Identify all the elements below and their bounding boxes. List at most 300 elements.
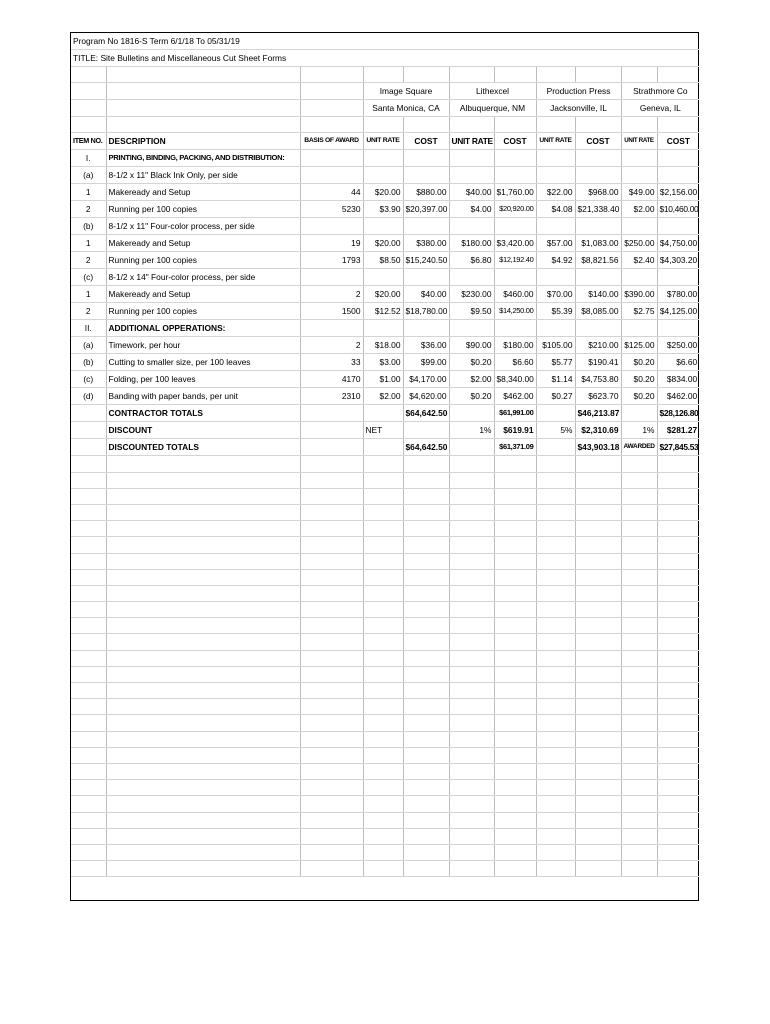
vendor-location-row bbox=[71, 100, 699, 117]
cost: $21,338.40 bbox=[575, 201, 621, 218]
empty-cell bbox=[494, 537, 536, 553]
empty-cell bbox=[71, 634, 106, 650]
empty-cell bbox=[449, 666, 494, 682]
description: Makeready and Setup bbox=[106, 286, 300, 303]
empty-row bbox=[71, 553, 699, 569]
cost: $14,250.00 bbox=[494, 303, 536, 320]
empty-cell bbox=[657, 585, 699, 601]
empty-cell bbox=[657, 747, 699, 763]
basis-of-award bbox=[300, 150, 363, 167]
total-cost: $46,213.87 bbox=[575, 405, 621, 422]
empty-row bbox=[71, 521, 699, 537]
unit-rate: $180.00 bbox=[449, 235, 494, 252]
empty-cell bbox=[71, 618, 106, 634]
empty-cell bbox=[494, 618, 536, 634]
empty-cell bbox=[575, 504, 621, 520]
empty-cell bbox=[300, 537, 363, 553]
empty-cell bbox=[657, 602, 699, 618]
empty-cell bbox=[494, 504, 536, 520]
empty-cell bbox=[363, 699, 403, 715]
item-no: (a) bbox=[71, 337, 106, 354]
cost bbox=[403, 269, 449, 286]
vendor-location: Jacksonville, IL bbox=[536, 100, 621, 117]
empty-cell bbox=[363, 861, 403, 877]
cost-header: COST bbox=[657, 133, 699, 150]
empty-cell bbox=[363, 504, 403, 520]
empty-cell bbox=[575, 553, 621, 569]
unit-rate bbox=[449, 167, 494, 184]
empty-cell bbox=[106, 537, 300, 553]
empty-cell bbox=[300, 666, 363, 682]
item-no: I. bbox=[71, 150, 106, 167]
unit-rate: $2.40 bbox=[621, 252, 657, 269]
empty-cell bbox=[106, 569, 300, 585]
cost: $380.00 bbox=[403, 235, 449, 252]
empty-cell bbox=[494, 456, 536, 472]
table-row bbox=[71, 150, 699, 167]
totals-label: CONTRACTOR TOTALS bbox=[106, 405, 300, 422]
table-row bbox=[71, 235, 699, 252]
empty-cell bbox=[403, 67, 449, 83]
empty-cell bbox=[657, 537, 699, 553]
empty-cell bbox=[575, 763, 621, 779]
empty-cell bbox=[300, 553, 363, 569]
unit-rate: $22.00 bbox=[536, 184, 575, 201]
empty-cell bbox=[363, 488, 403, 504]
empty-cell bbox=[106, 602, 300, 618]
cost: $180.00 bbox=[494, 337, 536, 354]
total-cost: $619.91 bbox=[494, 422, 536, 439]
empty-row bbox=[71, 472, 699, 488]
unit-rate bbox=[536, 167, 575, 184]
empty-row bbox=[71, 763, 699, 779]
empty-cell bbox=[71, 504, 106, 520]
description: Makeready and Setup bbox=[106, 184, 300, 201]
empty-cell bbox=[363, 117, 403, 133]
cost bbox=[657, 218, 699, 235]
cost bbox=[403, 218, 449, 235]
cost: $40.00 bbox=[403, 286, 449, 303]
empty-row bbox=[71, 796, 699, 812]
description: Running per 100 copies bbox=[106, 252, 300, 269]
empty-cell bbox=[621, 67, 657, 83]
empty-cell bbox=[403, 488, 449, 504]
unit-rate: $230.00 bbox=[449, 286, 494, 303]
item-no: (a) bbox=[71, 167, 106, 184]
empty-cell bbox=[536, 812, 575, 828]
empty-cell bbox=[71, 422, 106, 439]
empty-cell bbox=[575, 666, 621, 682]
empty-cell bbox=[621, 650, 657, 666]
total-note bbox=[363, 439, 403, 456]
empty-cell bbox=[575, 634, 621, 650]
empty-cell bbox=[621, 537, 657, 553]
unit-rate: $2.00 bbox=[449, 371, 494, 388]
empty-cell bbox=[621, 472, 657, 488]
empty-cell bbox=[494, 699, 536, 715]
cost: $623.70 bbox=[575, 388, 621, 405]
total-note: 1% bbox=[621, 422, 657, 439]
empty-cell bbox=[575, 731, 621, 747]
vendor-location: Santa Monica, CA bbox=[363, 100, 449, 117]
empty-cell bbox=[449, 537, 494, 553]
empty-cell bbox=[494, 521, 536, 537]
empty-cell bbox=[449, 812, 494, 828]
empty-cell bbox=[575, 569, 621, 585]
item-no: 1 bbox=[71, 286, 106, 303]
empty-cell bbox=[106, 861, 300, 877]
discount-row bbox=[71, 422, 699, 439]
empty-cell bbox=[536, 602, 575, 618]
empty-cell bbox=[300, 731, 363, 747]
unit-rate: $8.50 bbox=[363, 252, 403, 269]
column-header-row bbox=[71, 133, 699, 150]
empty-cell bbox=[106, 747, 300, 763]
empty-cell bbox=[106, 715, 300, 731]
empty-cell bbox=[449, 747, 494, 763]
table-row bbox=[71, 201, 699, 218]
program-row bbox=[71, 33, 699, 50]
empty-cell bbox=[449, 731, 494, 747]
empty-cell bbox=[657, 861, 699, 877]
empty-cell bbox=[494, 763, 536, 779]
total-note bbox=[536, 405, 575, 422]
empty-cell bbox=[363, 763, 403, 779]
description: PRINTING, BINDING, PACKING, AND DISTRIBUTION: bbox=[106, 150, 300, 167]
empty-cell bbox=[657, 521, 699, 537]
empty-cell bbox=[536, 650, 575, 666]
empty-cell bbox=[71, 861, 106, 877]
empty-cell bbox=[621, 861, 657, 877]
empty-cell bbox=[403, 844, 449, 860]
table-row bbox=[71, 167, 699, 184]
empty-cell bbox=[449, 796, 494, 812]
program-line: Program No 1816-S Term 6/1/18 To 05/31/19 bbox=[71, 33, 699, 50]
cost: $462.00 bbox=[657, 388, 699, 405]
empty-cell bbox=[575, 585, 621, 601]
empty-cell bbox=[657, 715, 699, 731]
unit-rate bbox=[363, 167, 403, 184]
cost-header: COST bbox=[494, 133, 536, 150]
empty-cell bbox=[449, 715, 494, 731]
empty-cell bbox=[494, 67, 536, 83]
empty-cell bbox=[621, 780, 657, 796]
cost bbox=[575, 218, 621, 235]
empty-cell bbox=[657, 67, 699, 83]
empty-cell bbox=[71, 569, 106, 585]
empty-cell bbox=[300, 650, 363, 666]
empty-cell bbox=[449, 683, 494, 699]
unit-rate bbox=[363, 218, 403, 235]
cost: $250.00 bbox=[657, 337, 699, 354]
empty-cell bbox=[363, 844, 403, 860]
unit-rate-header: UNIT RATE bbox=[449, 133, 494, 150]
total-cost bbox=[403, 422, 449, 439]
unit-rate bbox=[536, 218, 575, 235]
cost: $4,170.00 bbox=[403, 371, 449, 388]
empty-cell bbox=[494, 747, 536, 763]
empty-cell bbox=[575, 812, 621, 828]
cost: $8,085.00 bbox=[575, 303, 621, 320]
empty-cell bbox=[71, 537, 106, 553]
empty-cell bbox=[403, 666, 449, 682]
empty-cell bbox=[300, 763, 363, 779]
empty-cell bbox=[363, 650, 403, 666]
unit-rate: $0.20 bbox=[621, 371, 657, 388]
empty-cell bbox=[71, 117, 106, 133]
cost-header: COST bbox=[575, 133, 621, 150]
empty-cell bbox=[536, 731, 575, 747]
empty-cell bbox=[106, 844, 300, 860]
empty-cell bbox=[657, 796, 699, 812]
unit-rate bbox=[363, 320, 403, 337]
basis-of-award: 1500 bbox=[300, 303, 363, 320]
empty-cell bbox=[71, 67, 106, 83]
empty-cell bbox=[403, 731, 449, 747]
unit-rate bbox=[449, 150, 494, 167]
empty-cell bbox=[106, 699, 300, 715]
empty-cell bbox=[71, 796, 106, 812]
total-cost: $2,310.69 bbox=[575, 422, 621, 439]
empty-cell bbox=[621, 553, 657, 569]
empty-cell bbox=[71, 699, 106, 715]
cost-header: COST bbox=[403, 133, 449, 150]
empty-cell bbox=[621, 618, 657, 634]
table-row bbox=[71, 269, 699, 286]
empty-cell bbox=[363, 569, 403, 585]
empty-cell bbox=[536, 780, 575, 796]
empty-cell bbox=[657, 569, 699, 585]
empty-cell bbox=[536, 521, 575, 537]
cost: $4,620.00 bbox=[403, 388, 449, 405]
empty-cell bbox=[71, 521, 106, 537]
empty-row bbox=[71, 569, 699, 585]
empty-cell bbox=[300, 796, 363, 812]
empty-cell bbox=[300, 83, 363, 100]
empty-cell bbox=[449, 618, 494, 634]
unit-rate: $5.39 bbox=[536, 303, 575, 320]
unit-rate bbox=[536, 320, 575, 337]
empty-cell bbox=[657, 763, 699, 779]
cost: $1,083.00 bbox=[575, 235, 621, 252]
unit-rate bbox=[536, 150, 575, 167]
empty-cell bbox=[300, 618, 363, 634]
empty-cell bbox=[363, 521, 403, 537]
empty-cell bbox=[300, 585, 363, 601]
empty-cell bbox=[575, 67, 621, 83]
empty-cell bbox=[621, 699, 657, 715]
item-no: (d) bbox=[71, 388, 106, 405]
empty-cell bbox=[575, 828, 621, 844]
basis-of-award: 2 bbox=[300, 286, 363, 303]
cost: $6.60 bbox=[494, 354, 536, 371]
empty-cell bbox=[657, 504, 699, 520]
total-cost: $27,845.53 bbox=[657, 439, 699, 456]
empty-cell bbox=[575, 537, 621, 553]
empty-cell bbox=[300, 100, 363, 117]
unit-rate: $70.00 bbox=[536, 286, 575, 303]
unit-rate: $125.00 bbox=[621, 337, 657, 354]
unit-rate-header: UNIT RATE bbox=[363, 133, 403, 150]
cost: $2,156.00 bbox=[657, 184, 699, 201]
empty-row bbox=[71, 618, 699, 634]
cost: $460.00 bbox=[494, 286, 536, 303]
empty-cell bbox=[494, 861, 536, 877]
empty-cell bbox=[300, 844, 363, 860]
unit-rate-header: UNIT RATE bbox=[536, 133, 575, 150]
empty-cell bbox=[536, 763, 575, 779]
cost: $210.00 bbox=[575, 337, 621, 354]
table-row bbox=[71, 303, 699, 320]
unit-rate: $6.80 bbox=[449, 252, 494, 269]
empty-cell bbox=[363, 602, 403, 618]
empty-cell bbox=[657, 683, 699, 699]
empty-cell bbox=[536, 715, 575, 731]
empty-cell bbox=[71, 472, 106, 488]
empty-cell bbox=[106, 504, 300, 520]
cost: $6.60 bbox=[657, 354, 699, 371]
empty-cell bbox=[575, 117, 621, 133]
unit-rate: $1.00 bbox=[363, 371, 403, 388]
empty-cell bbox=[106, 488, 300, 504]
empty-cell bbox=[449, 763, 494, 779]
description: Folding, per 100 leaves bbox=[106, 371, 300, 388]
empty-row bbox=[71, 715, 699, 731]
total-note: 5% bbox=[536, 422, 575, 439]
empty-cell bbox=[71, 585, 106, 601]
empty-cell bbox=[106, 456, 300, 472]
empty-cell bbox=[575, 650, 621, 666]
unit-rate: $2.75 bbox=[621, 303, 657, 320]
total-note: NET bbox=[363, 422, 403, 439]
cost: $462.00 bbox=[494, 388, 536, 405]
cost bbox=[575, 320, 621, 337]
contractor-totals-row bbox=[71, 405, 699, 422]
empty-cell bbox=[657, 844, 699, 860]
total-note bbox=[363, 405, 403, 422]
total-cost: $43,903.18 bbox=[575, 439, 621, 456]
empty-cell bbox=[536, 488, 575, 504]
empty-cell bbox=[449, 488, 494, 504]
empty-cell bbox=[363, 747, 403, 763]
vendor-name: Production Press bbox=[536, 83, 621, 100]
basis-of-award: 1793 bbox=[300, 252, 363, 269]
cost: $4,303.20 bbox=[657, 252, 699, 269]
empty-cell bbox=[106, 117, 300, 133]
empty-cell bbox=[300, 780, 363, 796]
total-note bbox=[621, 405, 657, 422]
cost: $190.41 bbox=[575, 354, 621, 371]
empty-cell bbox=[494, 812, 536, 828]
empty-cell bbox=[621, 666, 657, 682]
unit-rate: $4.92 bbox=[536, 252, 575, 269]
cost bbox=[575, 167, 621, 184]
cost bbox=[494, 218, 536, 235]
basis-header: BASIS OF AWARD bbox=[300, 133, 363, 150]
empty-cell bbox=[403, 585, 449, 601]
basis-of-award: 4170 bbox=[300, 371, 363, 388]
empty-cell bbox=[536, 537, 575, 553]
unit-rate bbox=[449, 269, 494, 286]
cost bbox=[494, 150, 536, 167]
unit-rate bbox=[621, 150, 657, 167]
cost bbox=[494, 320, 536, 337]
table-row bbox=[71, 252, 699, 269]
empty-cell bbox=[449, 861, 494, 877]
table-row bbox=[71, 184, 699, 201]
empty-cell bbox=[363, 472, 403, 488]
table-row bbox=[71, 337, 699, 354]
basis-of-award: 44 bbox=[300, 184, 363, 201]
empty-row bbox=[71, 504, 699, 520]
empty-cell bbox=[449, 521, 494, 537]
empty-cell bbox=[71, 812, 106, 828]
empty-cell bbox=[71, 683, 106, 699]
cost: $3,420.00 bbox=[494, 235, 536, 252]
empty-cell bbox=[449, 117, 494, 133]
empty-cell bbox=[575, 715, 621, 731]
item-no: (b) bbox=[71, 354, 106, 371]
empty-cell bbox=[300, 405, 363, 422]
empty-cell bbox=[449, 585, 494, 601]
title-row bbox=[71, 50, 699, 67]
empty-cell bbox=[621, 812, 657, 828]
empty-cell bbox=[300, 439, 363, 456]
empty-row bbox=[71, 861, 699, 877]
empty-cell bbox=[71, 100, 106, 117]
empty-row bbox=[71, 456, 699, 472]
empty-cell bbox=[106, 634, 300, 650]
bid-tabulation-sheet bbox=[70, 32, 699, 901]
vendor-name: Image Square bbox=[363, 83, 449, 100]
empty-cell bbox=[300, 747, 363, 763]
empty-cell bbox=[657, 812, 699, 828]
empty-cell bbox=[403, 456, 449, 472]
empty-cell bbox=[536, 699, 575, 715]
empty-cell bbox=[536, 666, 575, 682]
empty-cell bbox=[363, 618, 403, 634]
empty-cell bbox=[536, 618, 575, 634]
empty-cell bbox=[621, 488, 657, 504]
basis-of-award bbox=[300, 320, 363, 337]
empty-cell bbox=[575, 472, 621, 488]
empty-cell bbox=[403, 796, 449, 812]
unit-rate: $12.52 bbox=[363, 303, 403, 320]
empty-cell bbox=[449, 553, 494, 569]
empty-cell bbox=[71, 650, 106, 666]
cost: $834.00 bbox=[657, 371, 699, 388]
empty-cell bbox=[494, 585, 536, 601]
empty-cell bbox=[536, 747, 575, 763]
cost: $20,397.00 bbox=[403, 201, 449, 218]
empty-cell bbox=[494, 731, 536, 747]
empty-cell bbox=[71, 488, 106, 504]
empty-cell bbox=[536, 828, 575, 844]
empty-cell bbox=[363, 585, 403, 601]
table-row bbox=[71, 388, 699, 405]
empty-cell bbox=[449, 634, 494, 650]
empty-row bbox=[71, 699, 699, 715]
empty-cell bbox=[575, 796, 621, 812]
unit-rate bbox=[449, 218, 494, 235]
unit-rate bbox=[621, 269, 657, 286]
empty-cell bbox=[403, 780, 449, 796]
empty-cell bbox=[106, 812, 300, 828]
description: Makeready and Setup bbox=[106, 235, 300, 252]
empty-cell bbox=[106, 796, 300, 812]
cost bbox=[575, 150, 621, 167]
basis-of-award: 2310 bbox=[300, 388, 363, 405]
